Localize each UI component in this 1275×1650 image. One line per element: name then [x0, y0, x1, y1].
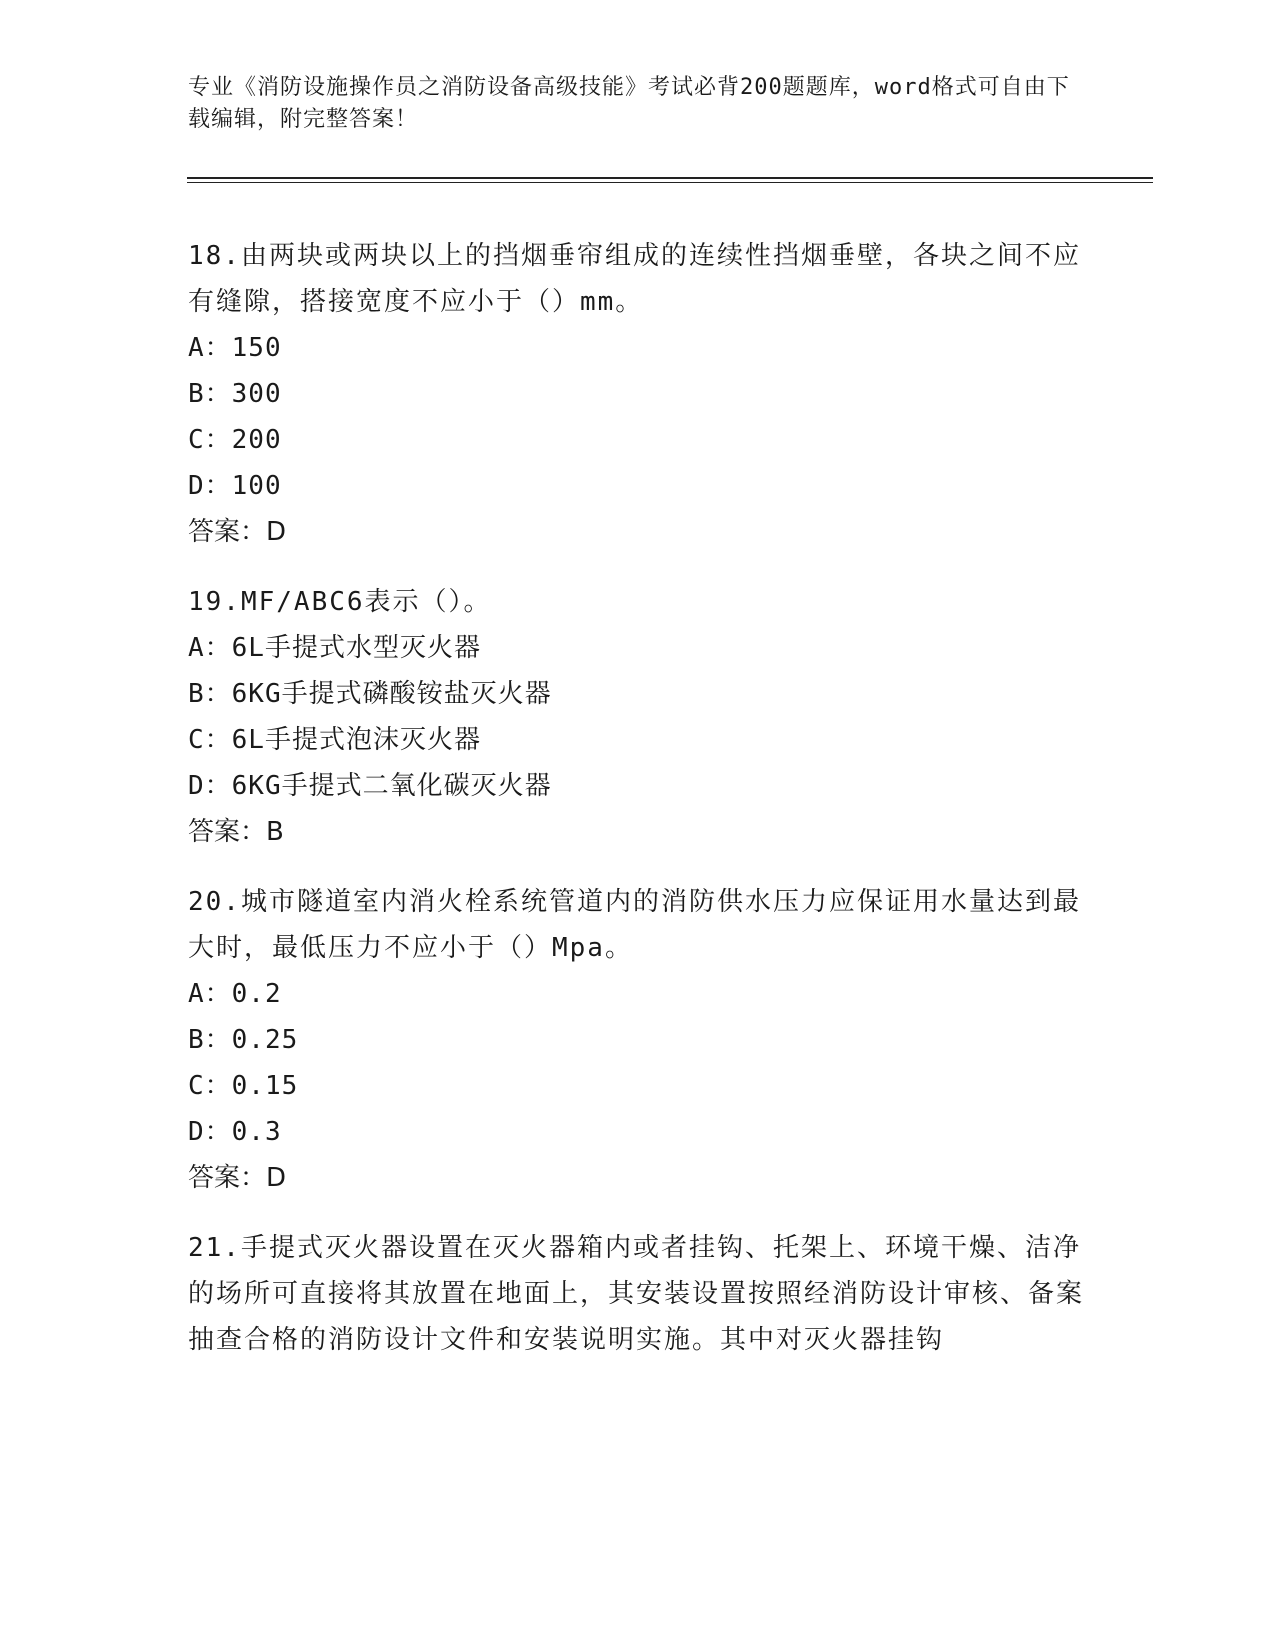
option-b: B：300	[188, 379, 282, 409]
option-d: D：0.3	[188, 1117, 282, 1147]
option-a: A：150	[188, 333, 282, 363]
option-a: A：6L手提式水型灭火器	[188, 633, 481, 663]
question-list	[188, 233, 1088, 1387]
question-stem: 18.由两块或两块以上的挡烟垂帘组成的连续性挡烟垂壁，各块之间不应有缝隙，搭接宽度不应小于（）mm。	[188, 241, 1081, 317]
header-text: 专业《消防设施操作员之消防设备高级技能》考试必背200题题库，word格式可自由下载编辑，附完整答案！	[188, 75, 1070, 132]
option-a: A：0.2	[188, 979, 282, 1009]
question-stem: 19.MF/ABC6表示（）。	[188, 587, 492, 617]
question-18	[188, 233, 1088, 555]
answer-line: 答案：D	[188, 1163, 287, 1193]
option-b: B：6KG手提式磷酸铵盐灭火器	[188, 679, 552, 709]
option-c: C：6L手提式泡沫灭火器	[188, 725, 481, 755]
option-d: D：6KG手提式二氧化碳灭火器	[188, 771, 552, 801]
option-b: B：0.25	[188, 1025, 299, 1055]
question-21	[188, 1225, 1088, 1363]
header-divider-thin	[187, 182, 1153, 183]
question-19	[188, 579, 1088, 855]
answer-line: 答案：B	[188, 817, 284, 847]
question-stem: 21.手提式灭火器设置在灭火器箱内或者挂钩、托架上、环境干燥、洁净的场所可直接将其放置在地面上，其安装设置按照经消防设计审核、备案抽查合格的消防设计文件和安装说明实施。其中对灭火器挂钩	[188, 1233, 1085, 1355]
question-20	[188, 879, 1088, 1201]
option-c: C：200	[188, 425, 282, 455]
question-stem: 20.城市隧道室内消火栓系统管道内的消防供水压力应保证用水量达到最大时，最低压力不应小于（）Mpa。	[188, 887, 1081, 963]
option-d: D：100	[188, 471, 282, 501]
option-c: C：0.15	[188, 1071, 299, 1101]
header-divider-thick	[187, 177, 1153, 179]
answer-line: 答案：D	[188, 517, 287, 547]
document-header	[188, 72, 1088, 136]
